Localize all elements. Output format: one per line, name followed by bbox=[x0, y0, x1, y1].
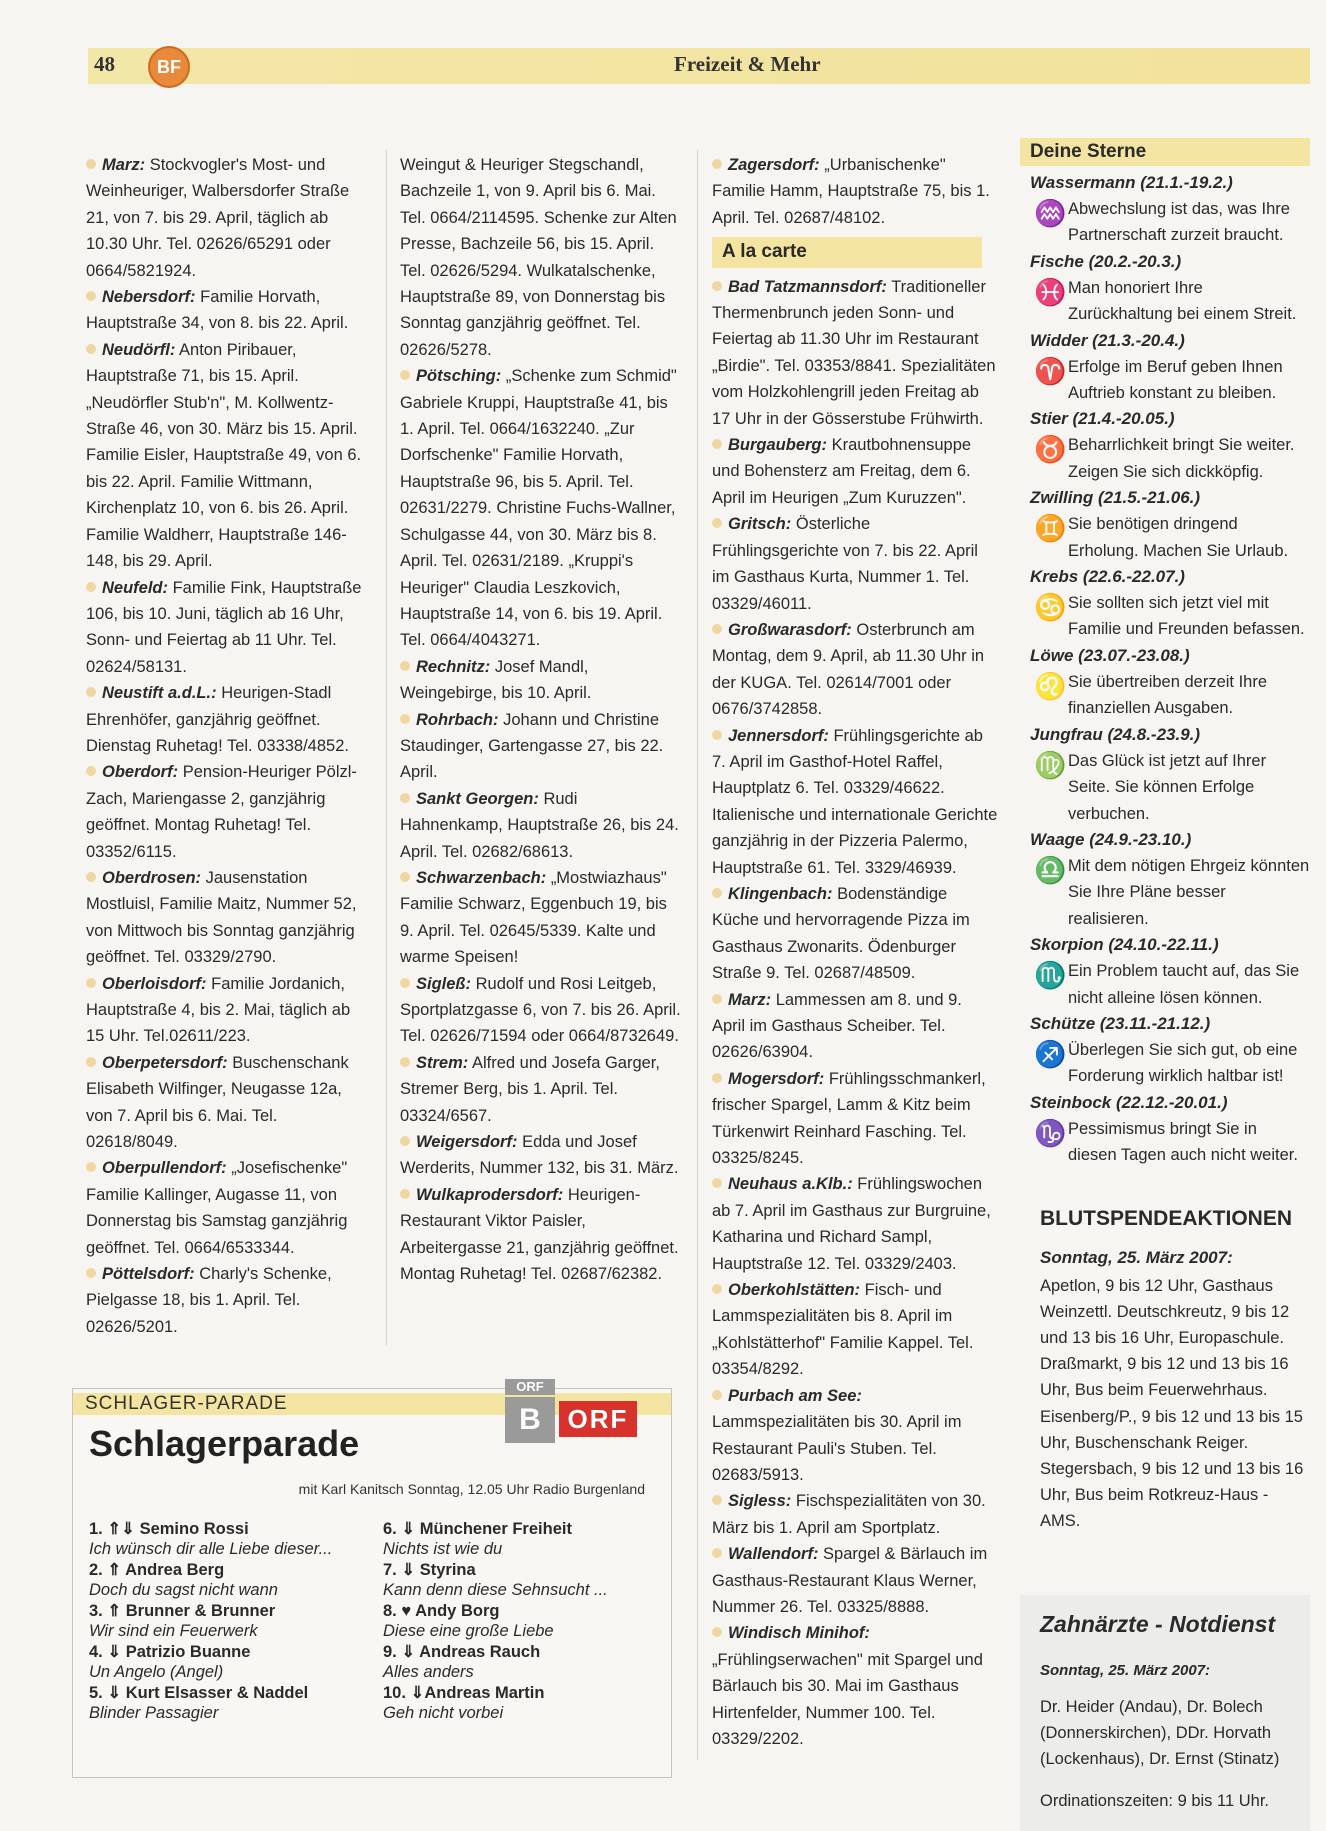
chart-artist: 4. ⇓ Patrizio Buanne bbox=[89, 1643, 251, 1661]
zodiac-name: Widder (21.3.-20.4.) bbox=[1030, 330, 1185, 350]
bullet-dot bbox=[400, 714, 410, 724]
bullet-dot bbox=[712, 1284, 722, 1294]
listing-entry bbox=[400, 1182, 682, 1288]
zodiac-icon: ♉ bbox=[1034, 434, 1067, 465]
listing-entry bbox=[400, 707, 682, 786]
orf-logo bbox=[505, 1379, 637, 1453]
place-name: Großwarasdorf: bbox=[728, 620, 852, 639]
zodiac-text bbox=[1030, 275, 1310, 328]
place-name: Neudörfl: bbox=[102, 340, 176, 359]
listing-entry bbox=[86, 1155, 368, 1261]
schlager-info: mit Karl Kanitsch Sonntag, 12.05 Uhr Radio Burgenland bbox=[298, 1481, 645, 1497]
entry-text: Krautbohnensuppe und Bohensterz am Freitag, dem 6. April im Heurigen „Zum Kuruzzen". bbox=[712, 436, 972, 507]
chart-artist: 6. ⇓ Münchener Freiheit bbox=[383, 1520, 572, 1538]
place-name: Strem: bbox=[416, 1053, 469, 1072]
zodiac-text bbox=[1030, 432, 1310, 485]
sterne-heading: Deine Sterne bbox=[1020, 138, 1310, 166]
chart-right bbox=[383, 1519, 663, 1724]
entry-text: Buschenschank Elisabeth Wilfinger, Neugasse 12a, von 7. April bis 6. Mai. Tel. 02618/8049. bbox=[86, 1053, 349, 1152]
place-name: Schwarzenbach: bbox=[416, 868, 547, 887]
zodiac-text bbox=[1030, 1116, 1310, 1169]
bullet-dot bbox=[400, 1136, 410, 1146]
bullet-dot bbox=[86, 766, 96, 776]
zodiac-name: Steinbock (22.12.-20.01.) bbox=[1030, 1092, 1228, 1112]
chart-song: Diese eine große Liebe bbox=[383, 1622, 554, 1640]
place-name: Rohrbach: bbox=[416, 710, 499, 729]
place-name: Oberdorf: bbox=[102, 763, 179, 782]
bullet-dot bbox=[712, 1548, 722, 1558]
place-name: Pötsching: bbox=[416, 367, 502, 386]
place-name: Neuhaus a.Klb.: bbox=[728, 1175, 853, 1194]
place-name: Oberloisdorf: bbox=[102, 974, 207, 993]
zodiac-icon: ♈ bbox=[1034, 355, 1067, 386]
listing-entry bbox=[712, 881, 998, 987]
zodiac-icon: ♌ bbox=[1034, 670, 1067, 701]
place-name: Klingenbach: bbox=[728, 884, 833, 903]
alacarte-heading: A la carte bbox=[712, 237, 982, 267]
zodiac-icon: ♋ bbox=[1034, 592, 1067, 623]
entry-text: Alfred und Josefa Garger, Stremer Berg, bis 1. April. Tel. 03324/6567. bbox=[400, 1053, 660, 1125]
bullet-dot bbox=[712, 281, 722, 291]
bullet-dot bbox=[400, 793, 410, 803]
chart-artist: 7. ⇓ Styrina bbox=[383, 1561, 476, 1579]
bullet-dot bbox=[86, 291, 96, 301]
zodiac-text bbox=[1030, 958, 1310, 1011]
entry-text: Traditioneller Thermenbrunch jeden Sonn- und Feiertag ab 11.30 Uhr im Restaurant „Birdie". Tel. 03353/8841. Spezialitäten vom Holzkohlengrill jeden Freitag ab 17 Uhr in der Gösserstube Frühwirth. bbox=[712, 277, 996, 428]
bullet-dot bbox=[712, 994, 722, 1004]
listing-entry bbox=[86, 971, 368, 1050]
zodiac-desc: Mit dem nötigen Ehrgeiz könnten Sie Ihre Pläne besser realisieren. bbox=[1068, 856, 1310, 928]
place-name: Wallendorf: bbox=[728, 1545, 819, 1564]
entry-text: „Mostwiazhaus" Familie Schwarz, Eggenbuch 19, bis 9. April. Tel. 02645/5339. Kalte und warme Speisen! bbox=[400, 868, 667, 967]
horoscope-list bbox=[1020, 166, 1310, 1169]
entry-text: Johann und Christine Staudinger, Gartengasse 27, bis 22. April. bbox=[400, 710, 664, 782]
listing-entry bbox=[400, 363, 682, 653]
zodiac-desc: Überlegen Sie sich gut, ob eine Forderung wirklich haltbar ist! bbox=[1068, 1040, 1298, 1086]
zodiac-icon: ♑ bbox=[1034, 1117, 1067, 1148]
entry-text: Charly's Schenke, Pielgasse 18, bis 1. April. Tel. 02626/5201. bbox=[86, 1265, 332, 1336]
entry-text: Lammessen am 8. und 9. April im Gasthaus Scheiber. Tel. 02626/63904. bbox=[712, 990, 962, 1062]
entry-text: Heurigen-Stadl Ehrenhöfer, ganzjährig geöffnet. Dienstag Ruhetag! Tel. 03338/4852. bbox=[86, 684, 349, 755]
column-2 bbox=[400, 152, 682, 1287]
listing-entry bbox=[400, 1050, 682, 1129]
listing-entry bbox=[712, 1488, 998, 1541]
place-name: Nebersdorf: bbox=[102, 288, 196, 307]
zodiac-name: Waage (24.9.-23.10.) bbox=[1030, 829, 1192, 849]
place-name: Gritsch: bbox=[728, 515, 792, 534]
place-name: Pöttelsdorf: bbox=[102, 1265, 195, 1284]
entry-text: Frühlingswochen ab 7. April im Gasthaus zur Burgruine, Katharina und Richard Sampl, Hauptstraße 12. Tel. 03329/2403. bbox=[712, 1175, 991, 1273]
bullet-dot bbox=[86, 687, 96, 697]
bullet-dot bbox=[86, 582, 96, 592]
entry-text: „Urbanischenke" Familie Hamm, Hauptstraße 75, bis 1. April. Tel. 02687/48102. bbox=[712, 156, 990, 227]
place-name: Burgauberg: bbox=[728, 436, 827, 455]
sidebar bbox=[1020, 138, 1310, 1831]
entry-text: „Schenke zum Schmid" Gabriele Kruppi, Hauptstraße 41, bis 1. April. Tel. 0664/1632240. „Zur Dorfschenke" Familie Horvath, Hauptstraße 96, bis 5. April. Tel. 02631/2279. Christine Fuchs-Wallner, Schulgasse 44, von 30. März bis 8. April. Tel. 02631/2189. „Kruppi's Heuriger" Claudia Leszkovich, Hauptstraße 14, von 6. bis 19. April. Tel. 0664/4043271. bbox=[400, 367, 677, 650]
chart-artist: 1. ⇑⇓ Semino Rossi bbox=[89, 1520, 249, 1538]
listing-entry bbox=[712, 1066, 998, 1172]
entry-text: Familie Horvath, Hauptstraße 34, von 8. bis 22. April. bbox=[86, 288, 349, 333]
place-name: Oberkohlstätten: bbox=[728, 1281, 861, 1300]
chart-artist: 8. ♥ Andy Borg bbox=[383, 1602, 500, 1620]
zodiac-text bbox=[1030, 590, 1310, 643]
chart-left bbox=[89, 1519, 369, 1724]
chart-artist: 9. ⇓ Andreas Rauch bbox=[383, 1643, 541, 1661]
bullet-dot bbox=[400, 978, 410, 988]
place-name: Purbach am See: bbox=[728, 1386, 862, 1405]
bullet-dot bbox=[712, 159, 722, 169]
bullet-dot bbox=[86, 1057, 96, 1067]
listing-entry bbox=[712, 723, 998, 881]
listing-entry bbox=[712, 617, 998, 723]
place-name: Zagersdorf: bbox=[728, 156, 820, 174]
listing-entry bbox=[712, 152, 998, 231]
chart-song: Blinder Passagier bbox=[89, 1704, 219, 1722]
chart-song: Nichts ist wie du bbox=[383, 1540, 503, 1558]
place-name: Bad Tatzmannsdorf: bbox=[728, 277, 887, 296]
listing-entry bbox=[400, 971, 682, 1050]
bullet-dot bbox=[712, 1627, 722, 1637]
chart-song: Geh nicht vorbei bbox=[383, 1704, 504, 1722]
entry-text: Osterbrunch am Montag, dem 9. April, ab 11.30 Uhr in der KUGA. Tel. 02614/7001 oder 0676/3742858. bbox=[712, 620, 985, 719]
blut-date: Sonntag, 25. März 2007: bbox=[1040, 1247, 1233, 1267]
zodiac-text bbox=[1030, 196, 1310, 249]
listing-entry bbox=[400, 865, 682, 971]
place-name: Mogersdorf: bbox=[728, 1069, 825, 1088]
zahn-date: Sonntag, 25. März 2007: bbox=[1040, 1661, 1211, 1679]
zodiac-name: Stier (21.4.-20.05.) bbox=[1030, 409, 1175, 429]
zahn-hours: Ordinationszeiten: 9 bis 11 Uhr. bbox=[1040, 1792, 1269, 1811]
place-name: Sigleß: bbox=[416, 974, 472, 993]
entry-text: Bodenständige Küche und hervorragende Pizza im Gasthaus Zwonarits. Ödenburger Straße 9. Tel. 02687/48509. bbox=[712, 884, 970, 983]
place-name: Rechnitz: bbox=[416, 657, 491, 676]
entry-text: Familie Jordanich, Hauptstraße 4, bis 2. Mai, täglich ab 15 Uhr. Tel.02611/223. bbox=[86, 974, 351, 1046]
chart-song: Kann denn diese Sehnsucht ... bbox=[383, 1581, 608, 1599]
listing-entry bbox=[86, 152, 368, 284]
schlagerparade-box bbox=[72, 1379, 672, 1778]
bullet-dot bbox=[712, 518, 722, 528]
orf-b-mark: B bbox=[505, 1397, 555, 1443]
listing-entry bbox=[86, 680, 368, 759]
bullet-dot bbox=[86, 159, 96, 169]
bullet-dot bbox=[400, 1057, 410, 1067]
entry-text: Jausenstation Mostluisl, Familie Maitz, Nummer 52, von Mittwoch bis Sonntag ganzjährig geöffnet. Tel. 03329/2790. bbox=[86, 868, 357, 967]
entry-text: Rudolf und Rosi Leitgeb, Sportplatzgasse 6, von 7. bis 26. April. Tel. 02626/71594 oder 0664/8732649. bbox=[400, 974, 681, 1046]
zahn-text: Dr. Heider (Andau), Dr. Bolech (Donnerskirchen), DDr. Horvath (Lockenhaus), Dr. Ernst (Stinatz) bbox=[1040, 1697, 1280, 1768]
entry-text: Lammspezialitäten bis 30. April im Restaurant Pauli's Stuben. Tel. 02683/5913. bbox=[712, 1413, 962, 1484]
chart-song: Ich wünsch dir alle Liebe dieser... bbox=[89, 1540, 333, 1558]
bullet-dot bbox=[400, 1189, 410, 1199]
zodiac-desc: Sie benötigen dringend Erholung. Machen Sie Urlaub. bbox=[1068, 515, 1289, 560]
bullet-dot bbox=[86, 978, 96, 988]
bullet-dot bbox=[400, 661, 410, 671]
chart-artist: 5. ⇓ Kurt Elsasser & Naddel bbox=[89, 1684, 309, 1702]
zodiac-text bbox=[1030, 853, 1310, 932]
zodiac-name: Wassermann (21.1.-19.2.) bbox=[1030, 173, 1233, 192]
place-name: Wulkaprodersdorf: bbox=[416, 1185, 564, 1204]
listing-entry bbox=[400, 1129, 682, 1182]
listing-entry bbox=[400, 786, 682, 865]
orf-top-mark: ORF bbox=[505, 1379, 555, 1395]
bullet-dot bbox=[86, 344, 96, 354]
entry-text: Stockvogler's Most- und Weinheuriger, Walbersdorfer Straße 21, von 7. bis 29. April, täglich ab 10.30 Uhr. Tel. 02626/65291 oder 0664/5821924. bbox=[86, 156, 350, 280]
page-number: 48 bbox=[94, 52, 115, 76]
chart-song: Doch du sagst nicht wann bbox=[89, 1581, 278, 1599]
listing-entry bbox=[712, 987, 998, 1066]
blut-text: Apetlon, 9 bis 12 Uhr, Gasthaus Weinzettl. Deutschkreutz, 9 bis 12 und 13 bis 16 Uhr, Europaschule. Draßmarkt, 9 bis 12 und 13 bis 16 Uhr, Bus beim Feuerwehrhaus. Eisenberg/P., 9 bis 12 und 13 bis 15 Uhr, Buschenschank Reiger. Stegersbach, 9 bis 12 und 13 bis 16 Uhr, Bus beim Rotkreuz-Haus - AMS. bbox=[1040, 1276, 1304, 1531]
entry-text: Fisch- und Lammspezialitäten bis 8. April im „Kohlstätterhof" Familie Kappel. Tel. 03354/8292. bbox=[712, 1281, 974, 1379]
section-title: Freizeit & Mehr bbox=[674, 52, 821, 76]
zahn-box bbox=[1020, 1595, 1310, 1831]
bullet-dot bbox=[712, 1495, 722, 1505]
zodiac-desc: Beharrlichkeit bringt Sie weiter. Zeigen Sie sich dickköpfig. bbox=[1068, 436, 1295, 481]
zodiac-desc: Abwechslung ist das, was Ihre Partnerschaft zurzeit braucht. bbox=[1068, 200, 1290, 245]
chart-song: Alles anders bbox=[383, 1663, 474, 1681]
chart-song: Wir sind ein Feuerwerk bbox=[89, 1622, 258, 1640]
zodiac-icon: ♍ bbox=[1034, 749, 1067, 780]
bullet-dot bbox=[712, 1390, 722, 1400]
zodiac-icon: ♓ bbox=[1034, 276, 1067, 307]
blut-heading: BLUTSPENDEAKTIONEN bbox=[1040, 1206, 1293, 1230]
entry-text: Edda und Josef Werderits, Nummer 132, bis 31. März. bbox=[400, 1133, 679, 1178]
chart-artist: 10. ⇓Andreas Martin bbox=[383, 1684, 545, 1702]
listing-entry bbox=[712, 1383, 998, 1489]
listing-entry bbox=[400, 152, 682, 363]
zodiac-desc: Das Glück ist jetzt auf Ihrer Seite. Sie können Erfolge verbuchen. bbox=[1068, 751, 1267, 823]
bullet-dot bbox=[400, 370, 410, 380]
zodiac-name: Fische (20.2.-20.3.) bbox=[1030, 251, 1182, 271]
column-divider bbox=[386, 150, 387, 1345]
zodiac-name: Jungfrau (24.8.-23.9.) bbox=[1030, 724, 1201, 744]
listing-entry bbox=[712, 1541, 998, 1620]
place-name: Oberdrosen: bbox=[102, 868, 202, 887]
bullet-dot bbox=[86, 1162, 96, 1172]
listing-entry bbox=[712, 1620, 998, 1752]
listing-entry bbox=[86, 1261, 368, 1340]
listing-entry bbox=[712, 1171, 998, 1277]
bullet-dot bbox=[712, 888, 722, 898]
bullet-dot bbox=[712, 1178, 722, 1188]
column-1 bbox=[86, 152, 368, 1340]
zodiac-icon: ♎ bbox=[1034, 854, 1067, 885]
column-divider bbox=[697, 150, 698, 1760]
entry-text: Pension-Heuriger Pölzl-Zach, Mariengasse 2, ganzjährig geöffnet. Montag Ruhetag! Tel. 03352/6115. bbox=[86, 763, 357, 861]
zodiac-desc: Pessimismus bringt Sie in diesen Tagen auch nicht weiter. bbox=[1068, 1119, 1298, 1165]
orf-red-mark: ORF bbox=[559, 1401, 637, 1437]
zodiac-name: Schütze (23.11.-21.12.) bbox=[1030, 1013, 1211, 1033]
listing-entry bbox=[712, 511, 998, 617]
entry-text: Heurigen-Restaurant Viktor Paisler, Arbeitergasse 21, ganzjährig geöffnet. Montag Ruhetag! Tel. 02687/62382. bbox=[400, 1185, 679, 1284]
listing-entry bbox=[712, 1277, 998, 1383]
chart-song: Un Angelo (Angel) bbox=[89, 1663, 224, 1681]
place-name: Oberpullendorf: bbox=[102, 1159, 227, 1178]
entry-text: Spargel & Bärlauch im Gasthaus-Restaurant Klaus Werner, Nummer 26. Tel. 03325/8888. bbox=[712, 1545, 988, 1616]
schlager-title: Schlagerparade bbox=[89, 1423, 360, 1464]
listing-entry bbox=[712, 274, 998, 432]
entry-text: Fischspezialitäten von 30. März bis 1. April am Sportplatz. bbox=[712, 1492, 986, 1537]
listing-entry bbox=[712, 432, 998, 511]
entry-text: Josef Mandl, Weingebirge, bis 10. April. bbox=[400, 657, 592, 703]
place-name: Windisch Minihof: bbox=[728, 1624, 870, 1643]
zodiac-text bbox=[1030, 511, 1310, 564]
zodiac-desc: Ein Problem taucht auf, das Sie nicht alleine lösen können. bbox=[1068, 962, 1300, 1007]
zodiac-text bbox=[1030, 748, 1310, 827]
listing-entry bbox=[86, 337, 368, 575]
zodiac-text bbox=[1030, 669, 1310, 722]
zodiac-desc: Erfolge im Beruf geben Ihnen Auftrieb konstant zu bleiben. bbox=[1068, 357, 1283, 403]
column-3 bbox=[712, 152, 998, 1752]
place-name: Marz: bbox=[728, 990, 772, 1009]
entry-text: Anton Piribauer, Hauptstraße 71, bis 15. April. „Neudörfler Stub'n", M. Kollwentz-Straße 46, von 30. März bis 15. April. Familie Eisler, Hauptstraße 49, von 6. bis 22. April. Familie Wittmann, Kirchenplatz 10, von 6. bis 26. April. Familie Waldherr, Hauptstraße 146-148, bis 29. April. bbox=[86, 340, 362, 571]
listing-entry bbox=[400, 654, 682, 707]
zodiac-text bbox=[1030, 1037, 1310, 1090]
entry-text: Weingut & Heuriger Stegschandl, Bachzeile 1, von 9. April bis 6. Mai. Tel. 0664/2114595. Schenke zur Alten Presse, Bachzeile 56, bis 15. April. Tel. 02626/5294. Wulkatalschenke, Hauptstraße 89, von Donnerstag bis Sonntag ganzjährig geöffnet. Tel. 02626/5278. bbox=[400, 156, 677, 359]
zodiac-name: Zwilling (21.5.-21.06.) bbox=[1030, 488, 1201, 508]
listing-entry bbox=[86, 1050, 368, 1156]
entry-text: Familie Fink, Hauptstraße 106, bis 10. Juni, täglich ab 16 Uhr, Sonn- und Feiertag ab 11 Uhr. Tel. 02624/58131. bbox=[86, 578, 362, 676]
place-name: Sigless: bbox=[728, 1492, 792, 1511]
schlager-subtitle: SCHLAGER-PARADE bbox=[85, 1393, 288, 1414]
zodiac-icon: ♒ bbox=[1034, 198, 1067, 228]
place-name: Sankt Georgen: bbox=[416, 789, 539, 808]
zodiac-icon: ♊ bbox=[1034, 513, 1067, 544]
bullet-dot bbox=[712, 624, 722, 634]
zahn-heading: Zahnärzte - Notdienst bbox=[1040, 1610, 1276, 1637]
bf-logo: BF bbox=[148, 46, 190, 88]
zodiac-desc: Sie sollten sich jetzt viel mit Familie und Freunden befassen. bbox=[1068, 594, 1305, 639]
bullet-dot bbox=[86, 1268, 96, 1278]
place-name: Marz: bbox=[102, 156, 146, 174]
zodiac-name: Löwe (23.07.-23.08.) bbox=[1030, 645, 1190, 665]
zodiac-desc: Sie übertreiben derzeit Ihre finanziellen Ausgaben. bbox=[1068, 672, 1268, 718]
entry-text: „Josefischenke" Familie Kallinger, Augasse 11, von Donnerstag bis Samstag ganzjährig geöffnet. Tel. 0664/6533344. bbox=[86, 1159, 348, 1257]
zodiac-text bbox=[1030, 354, 1310, 407]
place-name: Oberpetersdorf: bbox=[102, 1053, 228, 1072]
zodiac-name: Skorpion (24.10.-22.11.) bbox=[1030, 935, 1219, 955]
place-name: Neustift a.d.L.: bbox=[102, 684, 217, 703]
bullet-dot bbox=[400, 872, 410, 882]
entry-text: Österliche Frühlingsgerichte von 7. bis 22. April im Gasthaus Kurta, Nummer 1. Tel. 03329/46011. bbox=[712, 515, 978, 613]
bullet-dot bbox=[86, 872, 96, 882]
chart-artist: 3. ⇑ Brunner & Brunner bbox=[89, 1602, 276, 1620]
zodiac-icon: ♏ bbox=[1034, 960, 1067, 991]
listing-entry bbox=[86, 759, 368, 865]
place-name: Neufeld: bbox=[102, 578, 168, 597]
entry-text: Frühlingsschmankerl, frischer Spargel, Lamm & Kitz beim Türkenwirt Reinhard Fasching. Tel. 03325/8245. bbox=[712, 1069, 986, 1168]
entry-text: Rudi Hahnenkamp, Hauptstraße 26, bis 24. April. Tel. 02682/68613. bbox=[400, 789, 679, 861]
place-name: Jennersdorf: bbox=[728, 726, 829, 745]
place-name: Weigersdorf: bbox=[416, 1133, 518, 1152]
zodiac-name: Krebs (22.6.-22.07.) bbox=[1030, 567, 1185, 587]
listing-entry bbox=[86, 865, 368, 971]
bullet-dot bbox=[712, 439, 722, 449]
zodiac-icon: ♐ bbox=[1034, 1038, 1067, 1069]
entry-text: „Frühlingserwachen" mit Spargel und Bärlauch bis 30. Mai im Gasthaus Hirtenfelder, Nummer 100. Tel. 03329/2202. bbox=[712, 1650, 983, 1748]
chart-artist: 2. ⇑ Andrea Berg bbox=[89, 1561, 225, 1579]
listing-entry bbox=[86, 575, 368, 681]
zodiac-desc: Man honoriert Ihre Zurückhaltung bei einem Streit. bbox=[1068, 278, 1297, 324]
listing-entry bbox=[86, 284, 368, 337]
bullet-dot bbox=[712, 1073, 722, 1083]
bullet-dot bbox=[712, 730, 722, 740]
entry-text: Frühlingsgerichte ab 7. April im Gasthof-Hotel Raffel, Hauptplatz 6. Tel. 03329/46622. Italienische und internationale Gerichte ganzjährig in der Pizzeria Palermo, Hauptstraße 61. Tel. 3329/46939. bbox=[712, 726, 998, 877]
